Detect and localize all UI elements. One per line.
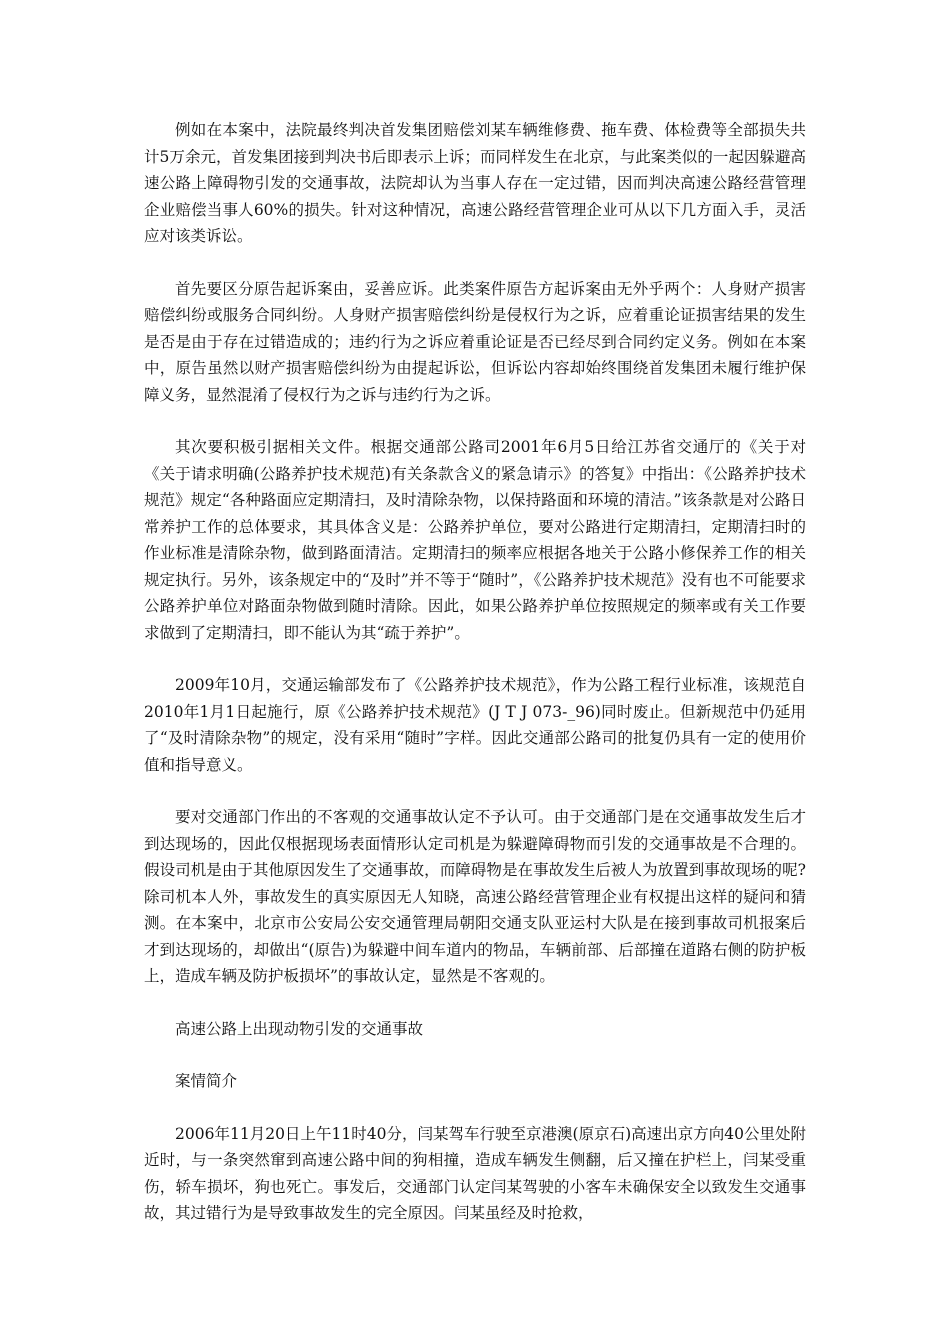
paragraph-case-2006: 2006年11月20日上午11时40分，闫某驾车行驶至京港澳(原京石)高速出京方向40公里处附近时，与一条突然窜到高速公路中间的狗相撞，造成车辆发生侧翻，后又撞在护栏上，闫某受重伤，轿车损坏，狗也死亡。事发后，交通部门认定闫某驾驶的小客车未确保安全以致发生交通事故，其过错行为是导致事故发生的完全原因。闫某虽经及时抢救， <box>144 1124 806 1222</box>
section-heading-case-summary: 案情简介 <box>175 1072 238 1090</box>
document-body <box>144 117 806 1253</box>
paragraph-cite-documents: 其次要积极引据相关文件。根据交通部公路司2001年6月5日给江苏省交通厅的《关于对《关于请求明确(公路养护技术规范)有关条款含义的紧急请示》的答复》中指出：《公路养护技术规范》规定“各种路面应定期清扫，及时清除杂物，以保持路面和环境的清洁。”该条款是对公路日常养护工作的总体要求，其具体含义是：公路养护单位，要对公路进行定期清扫，定期清扫时的作业标准是清除杂物，做到路面清洁。定期清扫的频率应根据各地关于公路小修保养工作的相关规定执行。另外，该条规定中的“及时”并不等于“随时”，《公路养护技术规范》没有也不可能要求公路养护单位对路面杂物做到随时清除。因此，如果公路养护单位按照规定的频率或有关工作要求做到了定期清扫，即不能认为其“疏于养护”。 <box>144 438 806 642</box>
section-heading-animal-accidents: 高速公路上出现动物引发的交通事故 <box>175 1019 424 1038</box>
paragraph-accident-determination: 要对交通部门作出的不客观的交通事故认定不予认可。由于交通部门是在交通事故发生后才到达现场的，因此仅根据现场表面情形认定司机是为躲避障碍物而引发的交通事故是不合理的。假设司机是由于其他原因发生了交通事故，而障碍物是在事故发生后被人为放置到事故现场的呢?除司机本人外，事故发生的真实原因无人知晓，高速公路经营管理企业有权提出这样的疑问和猜测。在本案中，北京市公安局公安交通管理局朝阳交通支队亚运村大队是在接到事故司机报案后才到达现场的，却做出“(原告)为躲避中间车道内的物品，车辆前部、后部撞在道路右侧的防护板上，造成车辆及防护板损坏”的事故认定，显然是不客观的。 <box>144 808 806 985</box>
paragraph-judgment-example: 例如在本案中，法院最终判决首发集团赔偿刘某车辆维修费、拖车费、体检费等全部损失共计5万余元，首发集团接到判决书后即表示上诉；而同样发生在北京，与此案类似的一起因躲避高速公路上障碍物引发的交通事故，法院却认为当事人存在一定过错，因而判决高速公路经营管理企业赔偿当事人60%的损失。针对这种情况，高速公路经营管理企业可从以下几方面入手，灵活应对该类诉讼。 <box>144 121 806 245</box>
paragraph-2009-standard: 2009年10月，交通运输部发布了《公路养护技术规范》，作为公路工程行业标准，该规范自2010年1月1日起施行，原《公路养护技术规范》(J T J 073-_96)同时废止。但新规范中仍延用了“及时清除杂物”的规定，没有采用“随时”字样。因此交通部公路司的批复仍具有一定的使用价值和指导意义。 <box>144 676 806 774</box>
paragraph-distinguish-cause: 首先要区分原告起诉案由，妥善应诉。此类案件原告方起诉案由无外乎两个：人身财产损害赔偿纠纷或服务合同纠纷。人身财产损害赔偿纠纷是侵权行为之诉，应着重论证损害结果的发生是否是由于存在过错造成的；违约行为之诉应着重论证是否已经尽到合同约定义务。例如在本案中，原告虽然以财产损害赔偿纠纷为由提起诉讼，但诉讼内容却始终围绕首发集团未履行维护保障义务，显然混淆了侵权行为之诉与违约行为之诉。 <box>144 279 806 404</box>
